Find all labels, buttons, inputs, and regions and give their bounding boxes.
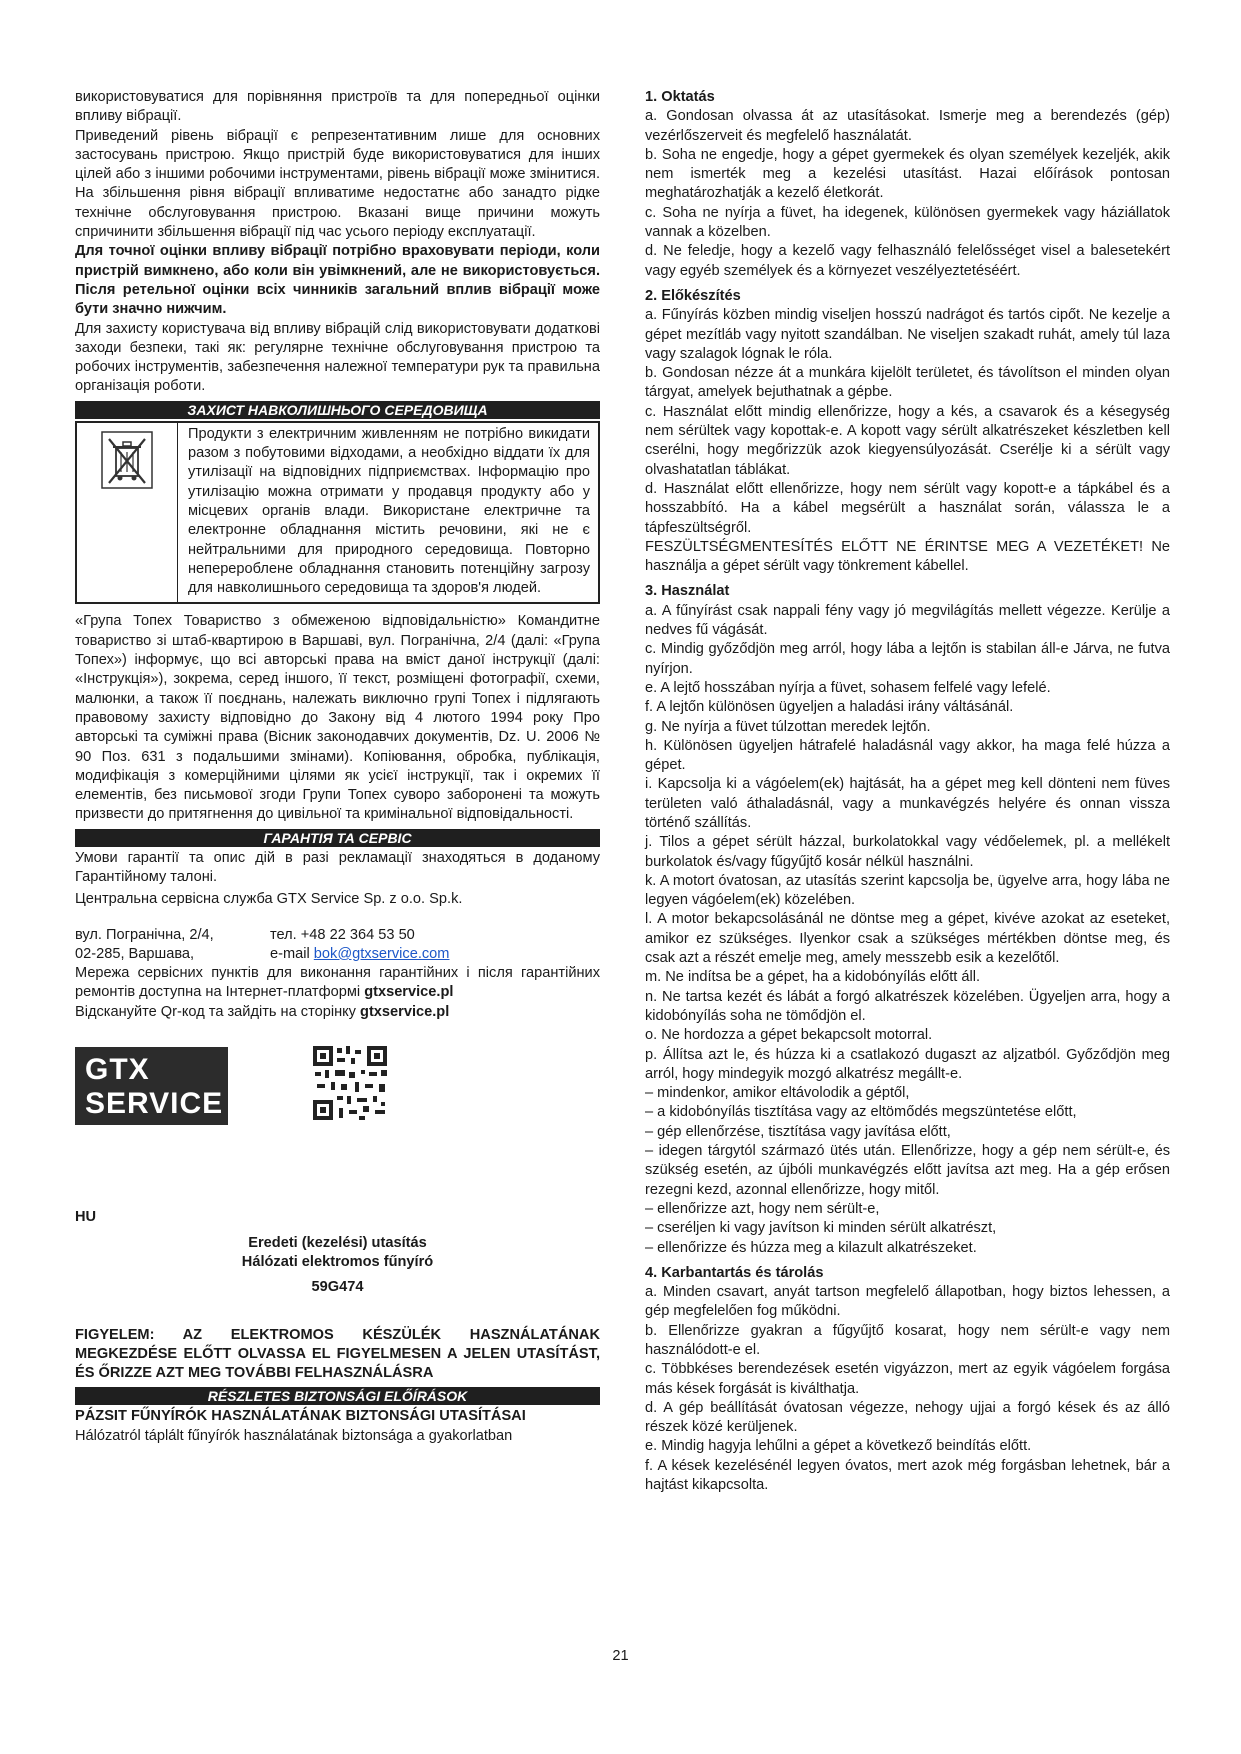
s3-item: k. A motort óvatosan, az utasítás szerint kapcsolja be, ügyelve arra, hogy lába ne legyen vágóelem(ek) közelében. (645, 872, 1170, 909)
address-street: вул. Погранічна, 2/4, (75, 926, 214, 943)
s3-item: – idegen tárgytól származó ütés után. Ellenőrizze, hogy a gép nem sérült-e, és szükség esetén, az újbóli munkavégzés előtt javítsa azt meg. Ha a gép erősen rezegni kezd, azonnal ellenőrizze, hogy mitől. (645, 1143, 1170, 1198)
s3-item: i. Kapcsolja ki a vágóelem(ek) hajtását, ha a gépet meg kell dönteni nem füves területen való áthaladásnál, vagy a munkavégzés helyére és onnan vissza történő szállítás. (645, 776, 1170, 831)
s3-item: – cseréljen ki vagy javítson ki minden sérült alkatrészt, (645, 1220, 997, 1237)
section-4-title: 4. Karbantartás és tárolás (645, 1264, 824, 1281)
phone-number: тел. +48 22 364 53 50 (270, 926, 415, 943)
copyright-notice: «Група Топех Товариство з обмеженою відповідальністю» Командитне товариство зі штаб-квартирою в Варшаві, вул. Погранічна, 2/4 (далі: «Група Топех») інформує, що всі авторські права на вміст даної інструкції (далі: «Інструкція»), зокрема, серед іншого, її текст, розміщені фотографії, схеми, малюнки, а також її поєднань, належать виключно групі Топех і підлягають правовому захисту відповідно до Закону від 4 лютого 1994 року Про авторські та суміжні права (Вісник законодавчих документів, Dz. U. 2006 № 90 Поз. 631 з подальшими змінами). Копіювання, обробка, публікація, модифікація з комерційними цілями як усієї інструкції, так і окремих її елементів, без письмової згоди Групи Топех суворо заборонені та можуть призвести до притягнення до цивільної та кримінальної відповідальності. (75, 613, 600, 823)
address-city: 02-285, Варшава, (75, 945, 195, 962)
s2-e: FESZÜLTSÉGMENTESÍTÉS ELŐTT NE ÉRINTSE MEG A VEZETÉKET! Ne használja a gépet sérült vagy tönkrement kábellel. (645, 538, 1170, 575)
s4-e: e. Mindig hagyja lehűlni a gépet a következő beindítás előtt. (645, 1438, 1032, 1455)
s3-item: – mindenkor, amikor eltávolodik a géptől, (645, 1085, 910, 1102)
language-label: HU (75, 1209, 97, 1226)
vibration-bold-note: Для точної оцінки впливу вібрації потрібно враховувати періоди, коли пристрій вимкнено, або коли він увімкнений, але не використовується. Після ретельної оцінки всіх чинників загальний вплив вібрації може бути значно нижчим. (75, 243, 600, 318)
service-network (75, 964, 600, 1003)
vibration-intro-1: використовуватися для порівняння пристроїв та для попередньої оцінки впливу вібрації. (75, 89, 600, 125)
warranty-banner: ГАРАНТІЯ ТА СЕРВІС (75, 829, 600, 847)
s3-item: f. A lejtőn különösen ügyeljen a haladási irány váltásánál. (645, 699, 1014, 716)
s4-c: c. Többkéses berendezések esetén vigyázzon, mert az egyik vágóelem forgása más kések forgását is kiválthatja. (645, 1361, 1170, 1397)
address-row-2 (75, 945, 600, 964)
logo-line-2: SERVICE (85, 1087, 224, 1121)
s3-item: – ellenőrizze azt, hogy nem sérült-e, (645, 1200, 880, 1217)
s3-item: g. Ne nyírja a füvet túlzottan meredek lejtőn. (645, 718, 931, 735)
email-link[interactable]: bok@gtxservice.com (313, 945, 450, 962)
s2-a: a. Fűnyírás közben mindig viseljen hosszú nadrágot és tartós cipőt. Ne kezelje a gépet mezítláb vagy nyitott szandálban. Ne viseljen szakadt ruhát, amely túl laza vagy szalagok lógnak le róla. (645, 307, 1170, 362)
s3-item: n. Ne tartsa kezét és lábát a forgó alkatrészek közelében. Ügyeljen arra, hogy a kidobónyílás soha ne tömődjön el. (645, 988, 1170, 1024)
s3-item: – gép ellenőrzése, tisztítása vagy javítása előtt, (645, 1123, 951, 1140)
service-network-text: Мережа сервісних пунктів для виконання гарантійних і після гарантійних ремонтів доступна на Інтернет-платформі (75, 965, 600, 1001)
safety-text: Hálózatról táplált fűnyírók használatának biztonsága a gyakorlatban (75, 1427, 513, 1444)
service-center: Центральна сервісна служба GTX Service Sp. z o.o. Sp.k. (75, 891, 463, 908)
manual-title: Eredeti (kezelési) utasítás (248, 1234, 427, 1251)
s3-item: o. Ne hordozza a gépet bekapcsolt motorral. (645, 1027, 933, 1044)
warranty-text: Умови гарантії та опис дій в разі рекламації знаходяться в доданому Гарантійному талоні. (75, 849, 600, 885)
s1-c: c. Soha ne nyírja a füvet, ha idegenek, különösen gyermekek vagy háziállatok vannak a közelben. (645, 204, 1170, 241)
s3-item: l. A motor bekapcsolásánál ne döntse meg a gépet, kivéve azokat az eseteket, amikor ez szükséges. Ilyenkor csak a szükséges mértékben döntse meg, és csak azt a részét emelje meg, amely messzebb esik a kezelőtől. (645, 911, 1170, 967)
read-warning: FIGYELEM: AZ ELEKTROMOS KÉSZÜLÉK HASZNÁLATÁNAK MEGKEZDÉSE ELŐTT OLVASSA EL FIGYELMESEN A JELEN UTASÍTÁST, ÉS ŐRIZZE AZT MEG TOVÁBBI FELHASZNÁLÁSRA (75, 1326, 600, 1382)
s3-item: m. Ne indítsa be a gépet, ha a kidobónyílás előtt áll. (645, 969, 981, 986)
safety-heading: PÁZSIT FŰNYÍRÓK HASZNÁLATÁNAK BIZTONSÁGI UTASÍTÁSAI (75, 1408, 526, 1425)
service-network-site[interactable]: gtxservice.pl (364, 984, 454, 1001)
section-2-title: 2. Előkészítés (645, 287, 741, 304)
section-1-title: 1. Oktatás (645, 89, 715, 105)
product-name: Hálózati elektromos fűnyíró (241, 1253, 434, 1270)
env-banner: ЗАХИСТ НАВКОЛИШНЬОГО СЕРЕДОВИЩА (75, 401, 600, 419)
s4-a: a. Minden csavart, anyát tartson megfelelő állapotban, hogy biztos lehessen, a gép megfelelően fog működni. (645, 1284, 1170, 1320)
model-number: 59G474 (311, 1279, 364, 1296)
qr-code-icon[interactable] (311, 1044, 389, 1128)
safety-banner: RÉSZLETES BIZTONSÁGI ELŐÍRÁSOK (75, 1387, 600, 1405)
s3-item: j. Tilos a gépet sérült házzal, burkolatokkal vagy védőelemek, pl. a mellékelt burkolatok és/vagy fűgyűjtő kosár nélkül használni. (645, 834, 1170, 870)
address-row-1 (75, 926, 600, 945)
s3-item: – ellenőrizze és húzza meg a kilazult alkatrészeket. (645, 1239, 977, 1256)
s3-item: c. Mindig győződjön meg arról, hogy lába a lejtőn is stabilan áll-e Járva, ne futva nyírjon. (645, 641, 1170, 677)
qr-instruction (75, 1003, 600, 1022)
qr-instruction-text: Відскануйте Qr-код та зайдіть на сторінку (75, 1003, 361, 1020)
gtx-service-logo (75, 1047, 228, 1125)
logo-row (75, 1044, 600, 1128)
email-row (270, 945, 449, 964)
right-column (645, 88, 1170, 1495)
s2-c: c. Használat előtt mindig ellenőrizze, hogy a kés, a csavarok és a késegység nem sérültek vagy kopottak-e. A kopott vagy sérült alkatrészeket készletben kell cserélni, hogy megőrizzük azok kiegyensúlyozását. Cserélje ki a sérült vagy olvashatatlan táblákat. (645, 403, 1170, 478)
email-label: e-mail (270, 945, 314, 962)
s3-item: e. A lejtő hosszában nyírja a füvet, sohasem felfelé vagy lefelé. (645, 679, 1051, 696)
s4-d: d. A gép beállítását óvatosan végezze, nehogy ujjai a forgó kések és az álló részek közé kerüljenek. (645, 1399, 1170, 1436)
s2-d: d. Használat előtt ellenőrizze, hogy nem sérült vagy kopott-e a tápkábel és a hosszabbító. Ha a kábel megsérült a használat során, válassza le a tápfeszültségről. (645, 480, 1170, 536)
weee-box (75, 421, 600, 605)
s4-b: b. Ellenőrizze gyakran a fűgyűjtő kosarat, hogy nem sérült-e vagy nem használódott-e el. (645, 1322, 1170, 1358)
section-3-title: 3. Használat (645, 583, 730, 600)
s1-b: b. Soha ne engedje, hogy a gépet gyermekek és olyan személyek kezeljék, akik nem ismerték meg a kezelési utasítást. Hazai előírások pontosan meghatározhatják a kezelő életkorát. (645, 146, 1170, 202)
s3-item: h. Különösen ügyeljen hátrafelé haladásnál vagy akkor, ha maga felé húzza a gépet. (645, 737, 1170, 774)
weee-text: Продукти з електричним живленням не потрібно викидати разом з побутовими відходами, а необхідно віддати їх для утилізації на відповідних підприємствах. Інформацію про утилізацію можна отримати у продавця продукту або у місцевих органів влади. Використане електричне та електронне обладнання містить речовини, які не є нейтральними для природного середовища. Повторно неперероблене обладнання становить потенційну загрозу для навколишнього середовища та здоров'я людей. (177, 423, 598, 603)
s4-f: f. A kések kezelésénél legyen óvatos, mert azok még forgásban lehetnek, bár a hajtást kikapcsolta. (645, 1457, 1170, 1494)
qr-site[interactable]: gtxservice.pl (360, 1003, 450, 1020)
vibration-intro-2: Приведений рівень вібрації є репрезентативним лише для основних застосувань пристрою. Якщо пристрій буде використовуватися для інших цілей або з іншими робочими інструментами, рівень вібрації може змінитися. На збільшення рівня вібрації впливатиме недостатнє або занадто рідке технічне обслуговування пристрою. Вказані вище причини можуть спричинити збільшення вібрації під час усього періоду експлуатації. (75, 127, 600, 241)
page-number: 21 (612, 1648, 629, 1664)
crossed-bin-icon (77, 423, 177, 603)
s1-d: d. Ne feledje, hogy a kezelő vagy felhasználó felelősséget visel a balesetekért vagy egyéb személyek és a környezet veszélyeztetéséért. (645, 243, 1170, 279)
s3-item: p. Állítsa azt le, és húzza ki a csatlakozó dugaszt az aljzatból. Győződjön meg arról, hogy mindegyik mozgó alkatrész megállt-e. (645, 1046, 1170, 1082)
s1-a: a. Gondosan olvassa át az utasításokat. Ismerje meg a berendezés (gép) vezérlőszerveit és megfelelő használatát. (645, 108, 1170, 144)
logo-line-1: GTX (85, 1053, 150, 1087)
s3-item: – a kidobónyílás tisztítása vagy az eltömődés megszüntetése előtt, (645, 1104, 1077, 1121)
s3-item: a. A fűnyírást csak nappali fény vagy jó megvilágítás mellett végezze. Kerülje a nedves fű vágását. (645, 602, 1170, 639)
s2-b: b. Gondosan nézze át a munkára kijelölt területet, és távolítson el minden olyan tárgyat, amelyek bejuthatnak a gépbe. (645, 365, 1170, 401)
left-column (75, 88, 600, 1446)
vibration-protection: Для захисту користувача від впливу вібрацій слід використовувати додаткові заходи безпеки, такі як: регулярне технічне обслуговування пристрою та робочих інструментів, забезпечення належної температури рук та правильна організація роботи. (75, 320, 600, 395)
